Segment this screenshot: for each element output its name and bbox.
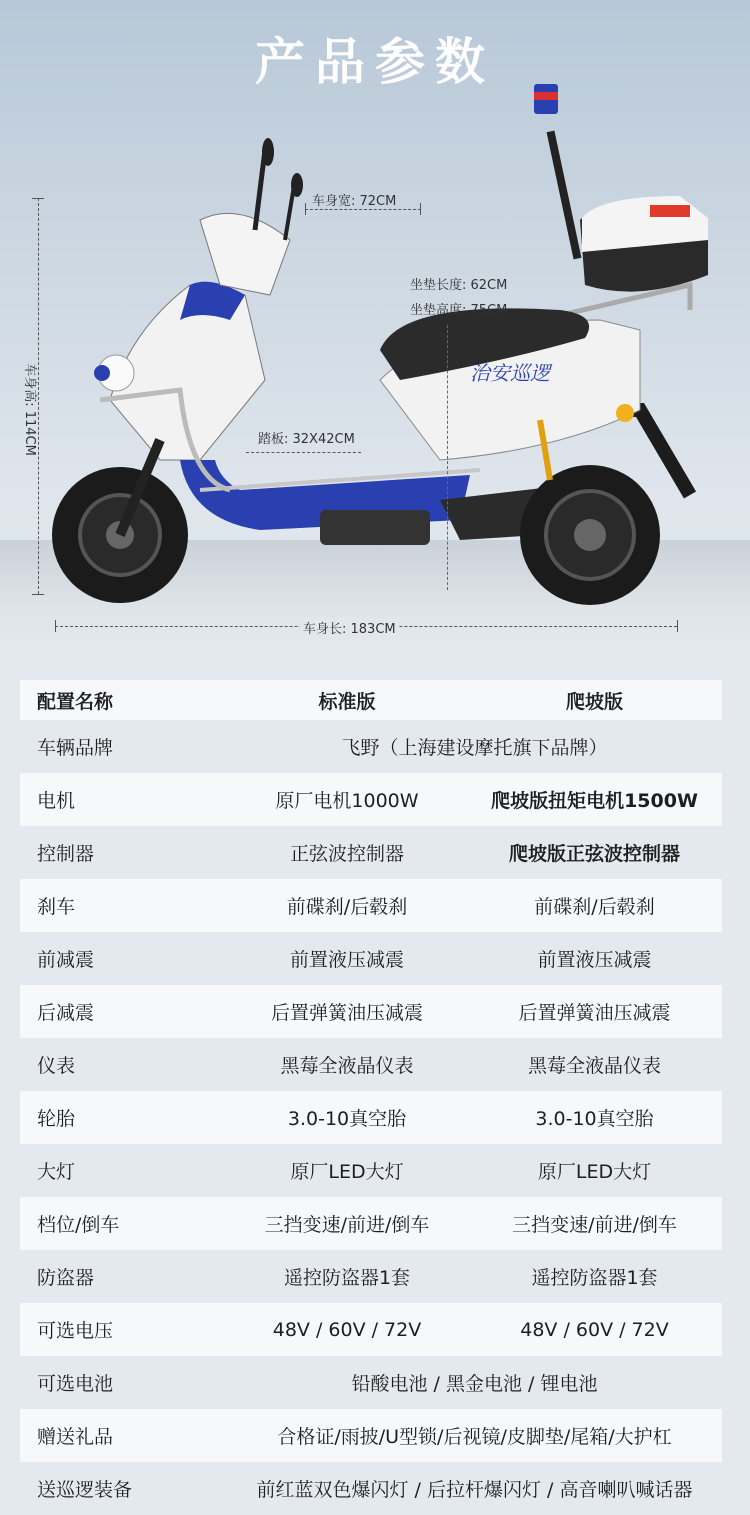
seat-length-label: 坐垫长度: 62CM xyxy=(410,278,508,293)
row-name: 仪表 xyxy=(37,1055,76,1077)
row-standard: 48V / 60V / 72V xyxy=(227,1303,467,1356)
row-standard: 黑莓全液晶仪表 xyxy=(280,1055,414,1077)
table-row xyxy=(20,1303,722,1356)
height-label: 车身高: 114CM xyxy=(21,363,37,456)
row-standard: 前置液压减震 xyxy=(289,949,404,971)
table-row xyxy=(20,773,722,826)
table-row xyxy=(20,1356,722,1409)
row-shared-value: 飞野（上海建设摩托旗下品牌） xyxy=(341,737,608,759)
row-climb: 爬坡版扭矩电机1500W xyxy=(467,773,722,826)
row-name: 轮胎 xyxy=(20,1091,227,1144)
table-row xyxy=(20,720,722,773)
row-climb: 48V / 60V / 72V xyxy=(467,1303,722,1356)
row-name: 刹车 xyxy=(20,879,227,932)
footboard-line xyxy=(246,452,361,453)
row-name: 车辆品牌 xyxy=(37,737,114,759)
row-standard: 3.0-10真空胎 xyxy=(227,1091,467,1144)
row-name: 赠送礼品 xyxy=(20,1409,227,1462)
table-row xyxy=(20,826,722,879)
length-label: 车身长: 183CM xyxy=(300,618,399,637)
row-climb: 遥控防盗器1套 xyxy=(531,1267,658,1289)
row-climb: 前置液压减震 xyxy=(537,949,652,971)
seat-height-label: 坐垫高度: 75CM xyxy=(410,303,508,318)
table-row xyxy=(20,879,722,932)
row-standard: 前碟刹/后毂刹 xyxy=(227,879,467,932)
table-row xyxy=(20,1144,722,1197)
header-config: 配置名称 xyxy=(20,680,227,720)
scooter-image xyxy=(40,80,730,620)
footboard-label: 踏板: 32X42CM xyxy=(258,432,355,447)
row-standard: 后置弹簧油压减震 xyxy=(227,985,467,1038)
table-header-row xyxy=(20,680,722,720)
header-standard: 标准版 xyxy=(227,680,467,720)
row-standard: 原厂LED大灯 xyxy=(290,1161,404,1183)
row-name: 档位/倒车 xyxy=(20,1197,227,1250)
row-climb: 后置弹簧油压减震 xyxy=(467,985,722,1038)
product-hero xyxy=(0,0,750,660)
decal-text: 治安巡逻 xyxy=(470,361,550,385)
width-label: 车身宽: 72CM xyxy=(312,194,397,209)
row-standard: 正弦波控制器 xyxy=(289,843,404,865)
row-standard: 三挡变速/前进/倒车 xyxy=(227,1197,467,1250)
page-title: 产品参数 xyxy=(255,33,495,91)
row-name: 电机 xyxy=(20,773,227,826)
row-name: 可选电池 xyxy=(37,1373,114,1395)
row-climb: 三挡变速/前进/倒车 xyxy=(467,1197,722,1250)
row-climb: 前碟刹/后毂刹 xyxy=(467,879,722,932)
row-climb: 3.0-10真空胎 xyxy=(467,1091,722,1144)
row-climb: 原厂LED大灯 xyxy=(537,1161,652,1183)
table-row xyxy=(20,1462,722,1515)
table-row xyxy=(20,1197,722,1250)
row-name: 控制器 xyxy=(37,843,95,865)
row-name: 前减震 xyxy=(37,949,95,971)
row-climb: 爬坡版正弦波控制器 xyxy=(508,843,680,865)
table-row xyxy=(20,932,722,985)
header-climb: 爬坡版 xyxy=(467,680,722,720)
seat-height-line xyxy=(447,325,448,590)
width-line xyxy=(305,209,421,210)
row-standard: 原厂电机1000W xyxy=(227,773,467,826)
table-row xyxy=(20,985,722,1038)
row-name: 后减震 xyxy=(20,985,227,1038)
table-row xyxy=(20,1038,722,1091)
row-name: 可选电压 xyxy=(20,1303,227,1356)
table-row xyxy=(20,1409,722,1462)
row-shared-value: 前红蓝双色爆闪灯 / 后拉杆爆闪灯 / 高音喇叭喊话器 xyxy=(256,1479,693,1501)
row-name: 防盗器 xyxy=(37,1267,95,1289)
spec-table xyxy=(20,680,722,1515)
row-shared-value: 合格证/雨披/U型锁/后视镜/皮脚垫/尾箱/大护杠 xyxy=(227,1409,722,1462)
row-climb: 黑莓全液晶仪表 xyxy=(527,1055,661,1077)
row-shared-value: 铅酸电池 / 黑金电池 / 锂电池 xyxy=(351,1373,598,1395)
row-name: 送巡逻装备 xyxy=(37,1479,133,1501)
table-row xyxy=(20,1250,722,1303)
row-standard: 遥控防盗器1套 xyxy=(283,1267,411,1289)
row-name: 大灯 xyxy=(37,1161,76,1183)
table-row xyxy=(20,1091,722,1144)
